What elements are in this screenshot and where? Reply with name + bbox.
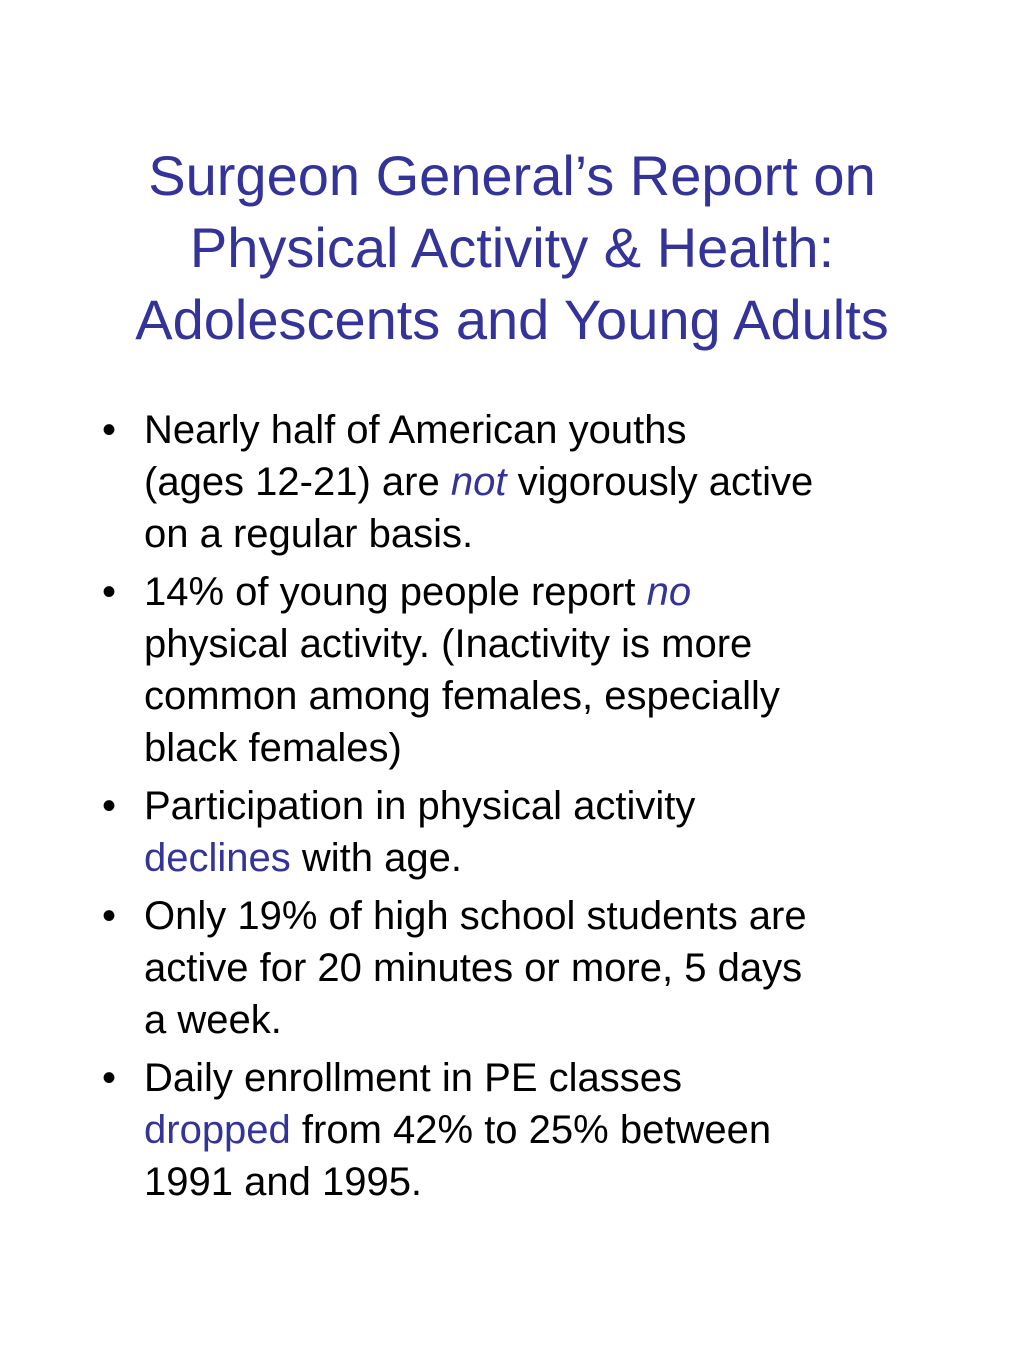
- bullet-5-line-3: 1991 and 1995.: [144, 1160, 423, 1204]
- bullet-marker: •: [102, 408, 117, 452]
- bullet-marker: •: [102, 570, 117, 614]
- bullet-item-2: [100, 566, 980, 774]
- bullet-1-text-a: (ages 12-21) are: [144, 460, 451, 504]
- bullet-2-line-3: common among females, especially: [144, 674, 780, 718]
- bullet-4-line-3: a week.: [144, 998, 282, 1042]
- bullet-item-4: [100, 890, 980, 1046]
- emphasis-dropped: dropped: [144, 1108, 291, 1152]
- bullet-3-line-2: [144, 832, 980, 884]
- bullet-2-text-a: 14% of young people report: [144, 570, 647, 614]
- bullet-marker: •: [102, 1056, 117, 1100]
- bullet-5-text-b: from 42% to 25% between: [290, 1108, 772, 1152]
- bullet-5-line-1: Daily enrollment in PE classes: [144, 1056, 682, 1100]
- bullet-1-line-2: [144, 456, 980, 508]
- bullet-1-text-b: vigorously active: [506, 460, 814, 504]
- bullet-5-line-2: [144, 1104, 980, 1156]
- bullet-2-line-1: [144, 566, 980, 618]
- bullet-2-line-2: physical activity. (Inactivity is more: [144, 622, 753, 666]
- bullet-item-5: [100, 1052, 980, 1208]
- emphasis-declines: declines: [144, 836, 291, 880]
- slide-title: [40, 140, 984, 356]
- bullet-3-line-1: Participation in physical activity: [144, 784, 696, 828]
- bullet-2-line-4: black females): [144, 726, 402, 770]
- bullet-item-3: [100, 780, 980, 884]
- bullet-list: [100, 404, 980, 1214]
- bullet-3-text-b: with age.: [290, 836, 462, 880]
- title-line-1: Surgeon General’s Report on: [148, 144, 876, 207]
- bullet-4-line-2: active for 20 minutes or more, 5 days: [144, 946, 803, 990]
- bullet-4-line-1: Only 19% of high school students are: [144, 894, 807, 938]
- title-line-2: Physical Activity & Health:: [189, 216, 835, 279]
- emphasis-no: no: [646, 570, 692, 614]
- bullet-marker: •: [102, 784, 117, 828]
- bullet-marker: •: [102, 894, 117, 938]
- emphasis-not: not: [450, 460, 507, 504]
- bullet-item-1: [100, 404, 980, 560]
- bullet-1-line-1: Nearly half of American youths: [144, 408, 687, 452]
- title-line-3: Adolescents and Young Adults: [135, 288, 889, 351]
- bullet-1-line-3: on a regular basis.: [144, 512, 474, 556]
